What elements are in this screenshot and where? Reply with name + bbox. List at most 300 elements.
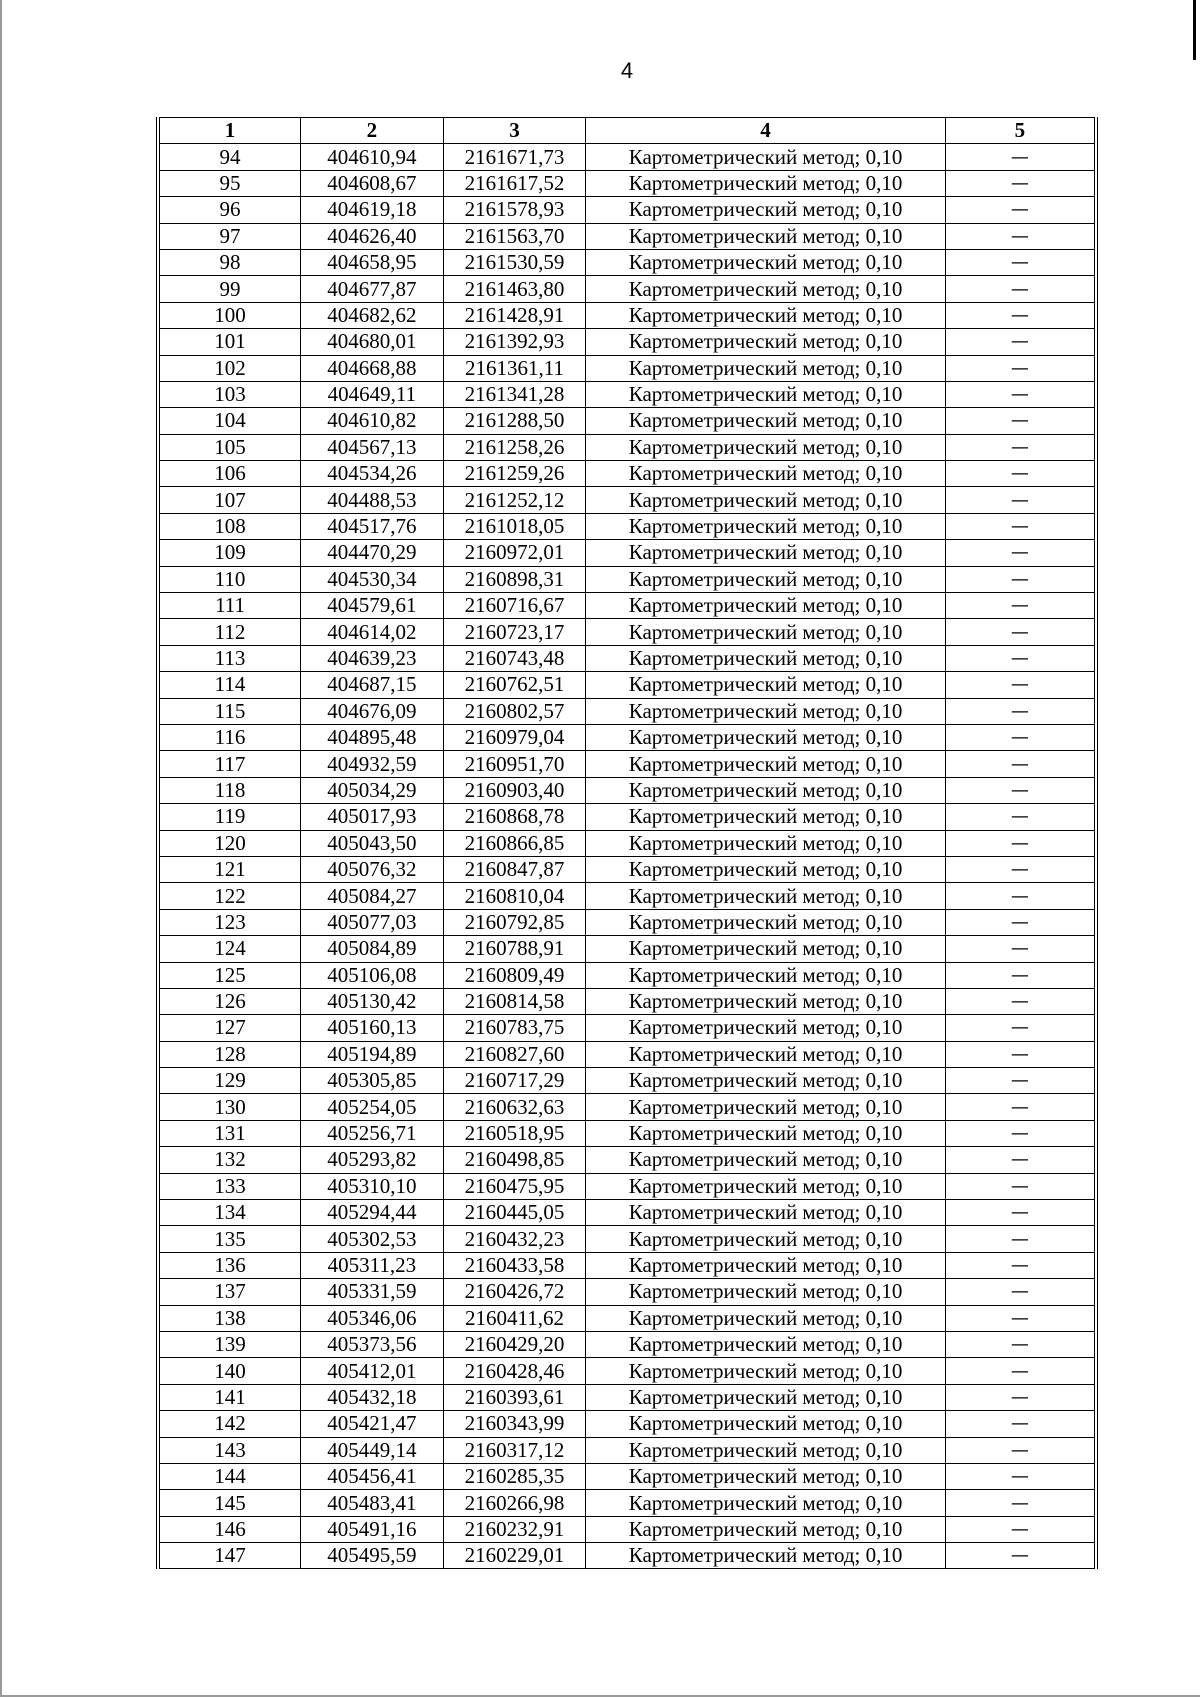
description-cell: — [945, 329, 1096, 355]
method-accuracy-cell: Картометрический метод; 0,10 [586, 962, 946, 988]
y-coordinate-cell: 2161392,93 [443, 329, 586, 355]
x-coordinate-cell: 405421,47 [301, 1411, 444, 1437]
method-accuracy-cell: Картометрический метод; 0,10 [586, 1516, 946, 1542]
y-coordinate-cell: 2160498,85 [443, 1147, 586, 1173]
table-row [158, 1120, 1096, 1146]
y-coordinate-cell: 2161428,91 [443, 302, 586, 328]
method-accuracy-cell: Картометрический метод; 0,10 [586, 1463, 946, 1489]
y-coordinate-cell: 2160285,35 [443, 1463, 586, 1489]
x-coordinate-cell: 405160,13 [301, 1015, 444, 1041]
description-cell: — [945, 1543, 1096, 1569]
table-row [158, 381, 1096, 407]
point-number-cell: 113 [158, 645, 301, 671]
x-coordinate-cell: 405017,93 [301, 804, 444, 830]
y-coordinate-cell: 2161258,26 [443, 434, 586, 460]
point-number-cell: 120 [158, 830, 301, 856]
table-header [158, 118, 1096, 144]
point-number-cell: 129 [158, 1068, 301, 1094]
table-row [158, 329, 1096, 355]
description-cell: — [945, 1068, 1096, 1094]
method-accuracy-cell: Картометрический метод; 0,10 [586, 513, 946, 539]
x-coordinate-cell: 405084,27 [301, 883, 444, 909]
x-coordinate-cell: 405077,03 [301, 909, 444, 935]
method-accuracy-cell: Картометрический метод; 0,10 [586, 1384, 946, 1410]
x-coordinate-cell: 405311,23 [301, 1252, 444, 1278]
x-coordinate-cell: 404639,23 [301, 645, 444, 671]
table-row [158, 883, 1096, 909]
x-coordinate-cell: 404610,94 [301, 144, 444, 170]
x-coordinate-cell: 405130,42 [301, 988, 444, 1014]
y-coordinate-cell: 2160951,70 [443, 751, 586, 777]
table-row [158, 434, 1096, 460]
method-accuracy-cell: Картометрический метод; 0,10 [586, 434, 946, 460]
method-accuracy-cell: Картометрический метод; 0,10 [586, 302, 946, 328]
table-row [158, 170, 1096, 196]
table-row [158, 1252, 1096, 1278]
table-row [158, 1015, 1096, 1041]
table-row [158, 408, 1096, 434]
y-coordinate-cell: 2160979,04 [443, 724, 586, 750]
y-coordinate-cell: 2160428,46 [443, 1358, 586, 1384]
x-coordinate-cell: 404488,53 [301, 487, 444, 513]
point-number-cell: 101 [158, 329, 301, 355]
y-coordinate-cell: 2161578,93 [443, 197, 586, 223]
x-coordinate-cell: 404534,26 [301, 461, 444, 487]
method-accuracy-cell: Картометрический метод; 0,10 [586, 1015, 946, 1041]
method-accuracy-cell: Картометрический метод; 0,10 [586, 672, 946, 698]
y-coordinate-cell: 2160762,51 [443, 672, 586, 698]
y-coordinate-cell: 2161288,50 [443, 408, 586, 434]
description-cell: — [945, 1516, 1096, 1542]
description-cell: — [945, 883, 1096, 909]
description-cell: — [945, 1463, 1096, 1489]
y-coordinate-cell: 2160723,17 [443, 619, 586, 645]
point-number-cell: 102 [158, 355, 301, 381]
point-number-cell: 127 [158, 1015, 301, 1041]
y-coordinate-cell: 2160792,85 [443, 909, 586, 935]
method-accuracy-cell: Картометрический метод; 0,10 [586, 856, 946, 882]
method-accuracy-cell: Картометрический метод; 0,10 [586, 804, 946, 830]
point-number-cell: 146 [158, 1516, 301, 1542]
method-accuracy-cell: Картометрический метод; 0,10 [586, 883, 946, 909]
method-accuracy-cell: Картометрический метод; 0,10 [586, 1305, 946, 1331]
table-row [158, 645, 1096, 671]
point-number-cell: 100 [158, 302, 301, 328]
y-coordinate-cell: 2160317,12 [443, 1437, 586, 1463]
x-coordinate-cell: 405254,05 [301, 1094, 444, 1120]
point-number-cell: 109 [158, 540, 301, 566]
description-cell: — [945, 1305, 1096, 1331]
description-cell: — [945, 1173, 1096, 1199]
method-accuracy-cell: Картометрический метод; 0,10 [586, 1200, 946, 1226]
y-coordinate-cell: 2161252,12 [443, 487, 586, 513]
point-number-cell: 97 [158, 223, 301, 249]
method-accuracy-cell: Картометрический метод; 0,10 [586, 1120, 946, 1146]
method-accuracy-cell: Картометрический метод; 0,10 [586, 724, 946, 750]
x-coordinate-cell: 404676,09 [301, 698, 444, 724]
method-accuracy-cell: Картометрический метод; 0,10 [586, 1437, 946, 1463]
table-row [158, 988, 1096, 1014]
description-cell: — [945, 1015, 1096, 1041]
description-cell: — [945, 566, 1096, 592]
x-coordinate-cell: 405302,53 [301, 1226, 444, 1252]
point-number-cell: 136 [158, 1252, 301, 1278]
point-number-cell: 119 [158, 804, 301, 830]
x-coordinate-cell: 404626,40 [301, 223, 444, 249]
y-coordinate-cell: 2161341,28 [443, 381, 586, 407]
description-cell: — [945, 276, 1096, 302]
y-coordinate-cell: 2160866,85 [443, 830, 586, 856]
table-row [158, 197, 1096, 223]
x-coordinate-cell: 405106,08 [301, 962, 444, 988]
description-cell: — [945, 1252, 1096, 1278]
description-cell: — [945, 540, 1096, 566]
y-coordinate-cell: 2160802,57 [443, 698, 586, 724]
method-accuracy-cell: Картометрический метод; 0,10 [586, 1041, 946, 1067]
x-coordinate-cell: 404619,18 [301, 197, 444, 223]
point-number-cell: 98 [158, 249, 301, 275]
y-coordinate-cell: 2160429,20 [443, 1331, 586, 1357]
method-accuracy-cell: Картометрический метод; 0,10 [586, 698, 946, 724]
x-coordinate-cell: 405331,59 [301, 1279, 444, 1305]
y-coordinate-cell: 2160783,75 [443, 1015, 586, 1041]
method-accuracy-cell: Картометрический метод; 0,10 [586, 777, 946, 803]
point-number-cell: 95 [158, 170, 301, 196]
x-coordinate-cell: 405084,89 [301, 936, 444, 962]
method-accuracy-cell: Картометрический метод; 0,10 [586, 1543, 946, 1569]
description-cell: — [945, 1384, 1096, 1410]
point-number-cell: 111 [158, 593, 301, 619]
description-cell: — [945, 1120, 1096, 1146]
table-row [158, 1173, 1096, 1199]
description-cell: — [945, 619, 1096, 645]
description-cell: — [945, 461, 1096, 487]
point-number-cell: 99 [158, 276, 301, 302]
table-row [158, 1068, 1096, 1094]
description-cell: — [945, 751, 1096, 777]
x-coordinate-cell: 405373,56 [301, 1331, 444, 1357]
description-cell: — [945, 249, 1096, 275]
point-number-cell: 128 [158, 1041, 301, 1067]
x-coordinate-cell: 404610,82 [301, 408, 444, 434]
method-accuracy-cell: Картометрический метод; 0,10 [586, 170, 946, 196]
point-number-cell: 105 [158, 434, 301, 460]
header-cell-5: 5 [945, 118, 1096, 144]
coordinates-table [156, 117, 1098, 1569]
y-coordinate-cell: 2160432,23 [443, 1226, 586, 1252]
point-number-cell: 110 [158, 566, 301, 592]
table-row [158, 566, 1096, 592]
method-accuracy-cell: Картометрический метод; 0,10 [586, 355, 946, 381]
table-row [158, 1147, 1096, 1173]
description-cell: — [945, 1279, 1096, 1305]
method-accuracy-cell: Картометрический метод; 0,10 [586, 1411, 946, 1437]
method-accuracy-cell: Картометрический метод; 0,10 [586, 1173, 946, 1199]
y-coordinate-cell: 2161463,80 [443, 276, 586, 302]
table-row [158, 1094, 1096, 1120]
x-coordinate-cell: 405076,32 [301, 856, 444, 882]
method-accuracy-cell: Картометрический метод; 0,10 [586, 566, 946, 592]
table-row [158, 1384, 1096, 1410]
point-number-cell: 144 [158, 1463, 301, 1489]
table-row [158, 830, 1096, 856]
y-coordinate-cell: 2160810,04 [443, 883, 586, 909]
point-number-cell: 141 [158, 1384, 301, 1410]
table-row [158, 355, 1096, 381]
table-row [158, 1463, 1096, 1489]
y-coordinate-cell: 2160814,58 [443, 988, 586, 1014]
table-row [158, 276, 1096, 302]
description-cell: — [945, 487, 1096, 513]
y-coordinate-cell: 2160898,31 [443, 566, 586, 592]
point-number-cell: 126 [158, 988, 301, 1014]
description-cell: — [945, 302, 1096, 328]
method-accuracy-cell: Картометрический метод; 0,10 [586, 1068, 946, 1094]
table-row [158, 461, 1096, 487]
x-coordinate-cell: 404517,76 [301, 513, 444, 539]
table-row [158, 856, 1096, 882]
x-coordinate-cell: 404579,61 [301, 593, 444, 619]
point-number-cell: 137 [158, 1279, 301, 1305]
description-cell: — [945, 197, 1096, 223]
method-accuracy-cell: Картометрический метод; 0,10 [586, 461, 946, 487]
x-coordinate-cell: 405432,18 [301, 1384, 444, 1410]
y-coordinate-cell: 2160475,95 [443, 1173, 586, 1199]
description-cell: — [945, 645, 1096, 671]
y-coordinate-cell: 2160232,91 [443, 1516, 586, 1542]
y-coordinate-cell: 2160445,05 [443, 1200, 586, 1226]
description-cell: — [945, 856, 1096, 882]
y-coordinate-cell: 2160716,67 [443, 593, 586, 619]
table-row [158, 1305, 1096, 1331]
description-cell: — [945, 1226, 1096, 1252]
method-accuracy-cell: Картометрический метод; 0,10 [586, 645, 946, 671]
method-accuracy-cell: Картометрический метод; 0,10 [586, 988, 946, 1014]
y-coordinate-cell: 2160847,87 [443, 856, 586, 882]
description-cell: — [945, 170, 1096, 196]
point-number-cell: 139 [158, 1331, 301, 1357]
point-number-cell: 138 [158, 1305, 301, 1331]
method-accuracy-cell: Картометрический метод; 0,10 [586, 1226, 946, 1252]
table-row [158, 1490, 1096, 1516]
description-cell: — [945, 830, 1096, 856]
method-accuracy-cell: Картометрический метод; 0,10 [586, 1094, 946, 1120]
table-row [158, 1358, 1096, 1384]
x-coordinate-cell: 404530,34 [301, 566, 444, 592]
y-coordinate-cell: 2160743,48 [443, 645, 586, 671]
y-coordinate-cell: 2160788,91 [443, 936, 586, 962]
method-accuracy-cell: Картометрический метод; 0,10 [586, 487, 946, 513]
y-coordinate-cell: 2161671,73 [443, 144, 586, 170]
point-number-cell: 140 [158, 1358, 301, 1384]
method-accuracy-cell: Картометрический метод; 0,10 [586, 144, 946, 170]
method-accuracy-cell: Картометрический метод; 0,10 [586, 197, 946, 223]
point-number-cell: 116 [158, 724, 301, 750]
point-number-cell: 125 [158, 962, 301, 988]
method-accuracy-cell: Картометрический метод; 0,10 [586, 249, 946, 275]
description-cell: — [945, 593, 1096, 619]
point-number-cell: 134 [158, 1200, 301, 1226]
point-number-cell: 145 [158, 1490, 301, 1516]
description-cell: — [945, 513, 1096, 539]
table-row [158, 1226, 1096, 1252]
table-row [158, 540, 1096, 566]
description-cell: — [945, 408, 1096, 434]
table-row [158, 619, 1096, 645]
point-number-cell: 107 [158, 487, 301, 513]
header-row [158, 118, 1096, 144]
y-coordinate-cell: 2160426,72 [443, 1279, 586, 1305]
x-coordinate-cell: 404932,59 [301, 751, 444, 777]
method-accuracy-cell: Картометрический метод; 0,10 [586, 1490, 946, 1516]
table-row [158, 672, 1096, 698]
description-cell: — [945, 909, 1096, 935]
table-row [158, 751, 1096, 777]
description-cell: — [945, 1490, 1096, 1516]
table-row [158, 487, 1096, 513]
table-row [158, 1411, 1096, 1437]
description-cell: — [945, 672, 1096, 698]
description-cell: — [945, 804, 1096, 830]
y-coordinate-cell: 2160717,29 [443, 1068, 586, 1094]
point-number-cell: 130 [158, 1094, 301, 1120]
y-coordinate-cell: 2160411,62 [443, 1305, 586, 1331]
y-coordinate-cell: 2161018,05 [443, 513, 586, 539]
table-row [158, 302, 1096, 328]
x-coordinate-cell: 405305,85 [301, 1068, 444, 1094]
x-coordinate-cell: 405483,41 [301, 1490, 444, 1516]
method-accuracy-cell: Картометрический метод; 0,10 [586, 936, 946, 962]
table-row [158, 1041, 1096, 1067]
table-row [158, 777, 1096, 803]
point-number-cell: 106 [158, 461, 301, 487]
table-row [158, 724, 1096, 750]
header-cell-2: 2 [301, 118, 444, 144]
description-cell: — [945, 1041, 1096, 1067]
description-cell: — [945, 434, 1096, 460]
description-cell: — [945, 381, 1096, 407]
y-coordinate-cell: 2161259,26 [443, 461, 586, 487]
method-accuracy-cell: Картометрический метод; 0,10 [586, 1252, 946, 1278]
y-coordinate-cell: 2160809,49 [443, 962, 586, 988]
method-accuracy-cell: Картометрический метод; 0,10 [586, 223, 946, 249]
header-cell-1: 1 [158, 118, 301, 144]
page-number: 4 [620, 58, 634, 83]
x-coordinate-cell: 404567,13 [301, 434, 444, 460]
x-coordinate-cell: 405346,06 [301, 1305, 444, 1331]
x-coordinate-cell: 404470,29 [301, 540, 444, 566]
x-coordinate-cell: 404895,48 [301, 724, 444, 750]
y-coordinate-cell: 2160827,60 [443, 1041, 586, 1067]
point-number-cell: 143 [158, 1437, 301, 1463]
description-cell: — [945, 988, 1096, 1014]
y-coordinate-cell: 2161617,52 [443, 170, 586, 196]
x-coordinate-cell: 405043,50 [301, 830, 444, 856]
table-row [158, 513, 1096, 539]
point-number-cell: 122 [158, 883, 301, 909]
method-accuracy-cell: Картометрический метод; 0,10 [586, 540, 946, 566]
y-coordinate-cell: 2161361,11 [443, 355, 586, 381]
x-coordinate-cell: 405256,71 [301, 1120, 444, 1146]
method-accuracy-cell: Картометрический метод; 0,10 [586, 329, 946, 355]
point-number-cell: 96 [158, 197, 301, 223]
y-coordinate-cell: 2161563,70 [443, 223, 586, 249]
description-cell: — [945, 1437, 1096, 1463]
x-coordinate-cell: 404677,87 [301, 276, 444, 302]
method-accuracy-cell: Картометрический метод; 0,10 [586, 408, 946, 434]
point-number-cell: 124 [158, 936, 301, 962]
x-coordinate-cell: 405495,59 [301, 1543, 444, 1569]
description-cell: — [945, 1411, 1096, 1437]
point-number-cell: 131 [158, 1120, 301, 1146]
x-coordinate-cell: 405194,89 [301, 1041, 444, 1067]
x-coordinate-cell: 404614,02 [301, 619, 444, 645]
table-row [158, 144, 1096, 170]
table-row [158, 962, 1096, 988]
point-number-cell: 104 [158, 408, 301, 434]
point-number-cell: 133 [158, 1173, 301, 1199]
table-row [158, 223, 1096, 249]
table-row [158, 1279, 1096, 1305]
point-number-cell: 115 [158, 698, 301, 724]
method-accuracy-cell: Картометрический метод; 0,10 [586, 1358, 946, 1384]
point-number-cell: 94 [158, 144, 301, 170]
method-accuracy-cell: Картометрический метод; 0,10 [586, 830, 946, 856]
description-cell: — [945, 1358, 1096, 1384]
point-number-cell: 112 [158, 619, 301, 645]
y-coordinate-cell: 2160433,58 [443, 1252, 586, 1278]
point-number-cell: 118 [158, 777, 301, 803]
point-number-cell: 108 [158, 513, 301, 539]
y-coordinate-cell: 2161530,59 [443, 249, 586, 275]
point-number-cell: 117 [158, 751, 301, 777]
header-cell-3: 3 [443, 118, 586, 144]
method-accuracy-cell: Картометрический метод; 0,10 [586, 619, 946, 645]
x-coordinate-cell: 404649,11 [301, 381, 444, 407]
method-accuracy-cell: Картометрический метод; 0,10 [586, 381, 946, 407]
description-cell: — [945, 936, 1096, 962]
x-coordinate-cell: 405491,16 [301, 1516, 444, 1542]
x-coordinate-cell: 404608,67 [301, 170, 444, 196]
table-row [158, 1200, 1096, 1226]
x-coordinate-cell: 404668,88 [301, 355, 444, 381]
table-body [158, 144, 1096, 1569]
y-coordinate-cell: 2160266,98 [443, 1490, 586, 1516]
scan-edge-right [1193, 0, 1196, 60]
method-accuracy-cell: Картометрический метод; 0,10 [586, 909, 946, 935]
table-row [158, 1543, 1096, 1569]
x-coordinate-cell: 405456,41 [301, 1463, 444, 1489]
description-cell: — [945, 1094, 1096, 1120]
point-number-cell: 114 [158, 672, 301, 698]
point-number-cell: 123 [158, 909, 301, 935]
description-cell: — [945, 724, 1096, 750]
x-coordinate-cell: 405310,10 [301, 1173, 444, 1199]
x-coordinate-cell: 405293,82 [301, 1147, 444, 1173]
method-accuracy-cell: Картометрический метод; 0,10 [586, 593, 946, 619]
table-row [158, 936, 1096, 962]
x-coordinate-cell: 405294,44 [301, 1200, 444, 1226]
y-coordinate-cell: 2160343,99 [443, 1411, 586, 1437]
x-coordinate-cell: 405034,29 [301, 777, 444, 803]
table-row [158, 1516, 1096, 1542]
x-coordinate-cell: 404658,95 [301, 249, 444, 275]
y-coordinate-cell: 2160868,78 [443, 804, 586, 830]
description-cell: — [945, 962, 1096, 988]
description-cell: — [945, 1331, 1096, 1357]
method-accuracy-cell: Картометрический метод; 0,10 [586, 1147, 946, 1173]
method-accuracy-cell: Картометрический метод; 0,10 [586, 276, 946, 302]
